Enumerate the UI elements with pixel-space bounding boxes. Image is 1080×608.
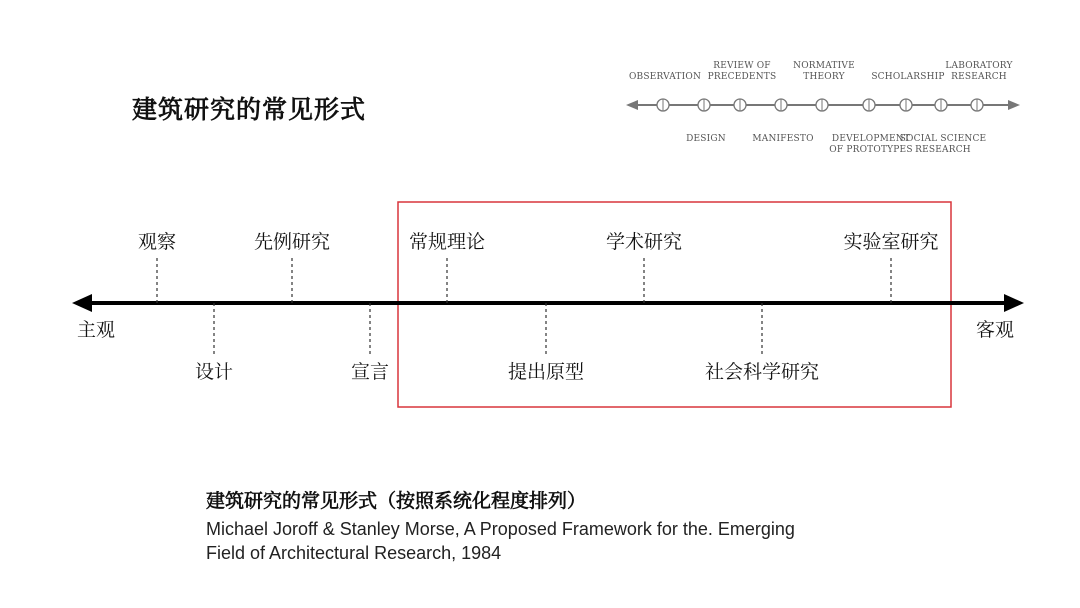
mini-label: OBSERVATION <box>628 72 702 82</box>
main-label: 设计 <box>194 361 234 383</box>
main-label: 先例研究 <box>253 231 331 253</box>
main-scale <box>72 202 1024 407</box>
mini-label: THEORY <box>803 72 845 82</box>
left-end-label: 主观 <box>76 319 116 341</box>
main-arrow-right <box>1004 294 1024 312</box>
main-label: 提出原型 <box>507 361 585 383</box>
caption-citation-line-2: Field of Architectural Research, 1984 <box>206 543 502 563</box>
mini-label: DESIGN <box>686 134 726 144</box>
right-end-label: 客观 <box>975 319 1015 341</box>
main-label: 实验室研究 <box>843 231 939 253</box>
main-label: 学术研究 <box>605 231 683 253</box>
mini-label: NORMATIVE <box>793 61 855 71</box>
main-label: 社会科学研究 <box>704 361 820 383</box>
caption-citation-line-1: Michael Joroff & Stanley Morse, A Proposed Framework for the. Emerging <box>206 519 795 539</box>
mini-label: SCHOLARSHIP <box>871 72 945 82</box>
mini-label: OF PROTOTYPES <box>829 145 913 155</box>
mini-arrow-left <box>626 100 638 110</box>
mini-label: LABORATORY <box>945 61 1013 71</box>
mini-label: DEVELOPMENT <box>831 134 911 144</box>
mini-arrow-right <box>1008 100 1020 110</box>
mini-label: REVIEW OF <box>713 61 771 71</box>
mini-label: MANIFESTO <box>752 134 814 144</box>
caption-title: 建筑研究的常见形式（按照系统化程度排列） <box>206 490 587 512</box>
main-label: 常规理论 <box>408 231 486 253</box>
main-label: 宣言 <box>350 361 390 383</box>
mini-label: PRECEDENTS <box>707 72 777 82</box>
mini-label: SOCIAL SCIENCE <box>899 134 987 144</box>
mini-label: RESEARCH <box>951 72 1007 82</box>
mini-scale <box>626 61 1020 155</box>
mini-label: RESEARCH <box>915 145 971 155</box>
main-label: 观察 <box>137 231 177 253</box>
main-arrow-left <box>72 294 92 312</box>
caption <box>206 486 795 565</box>
page-title: 建筑研究的常见形式 <box>132 95 367 124</box>
